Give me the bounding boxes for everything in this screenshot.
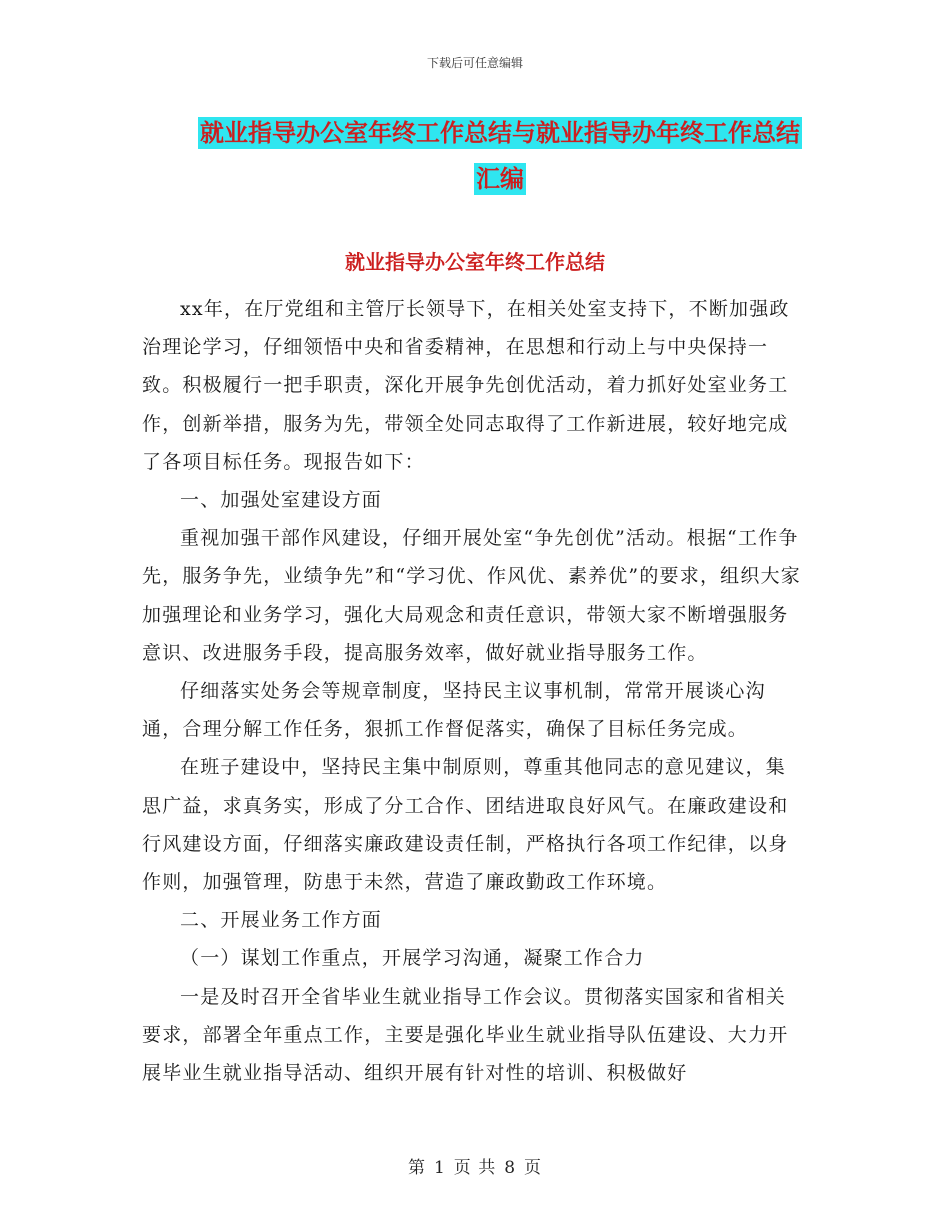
paragraph-meeting: 一是及时召开全省毕业生就业指导工作会议。贯彻落实国家和省相关要求，部署全年重点工作，主要是强化毕业生就业指导队伍建设、大力开展毕业生就业指导活动、组织开展有针对性的培训、积极做好 bbox=[142, 985, 789, 1085]
paragraph-intro: xx年，在厅党组和主管厅长领导下，在相关处室支持下，不断加强政治理论学习，仔细领悟中央和省委精神，在思想和行动上与中央保持一致。积极履行一把手职责，深化开展争先创优活动，着力抓好处室业务工作，创新举措，服务为先，带领全处同志取得了工作新进展，较好地完成了各项目标任务。现报告如下： bbox=[142, 298, 790, 473]
footer-prefix: 第 bbox=[407, 1158, 426, 1178]
paragraph-style-building: 重视加强干部作风建设，仔细开展处室“争先创优”活动。根据“工作争先，服务争先，业绩争先”和“学习优、作风优、素养优”的要求，组织大家加强理论和业务学习，强化大局观念和责任意识，带领大家不断增强服务意识、改进服务手段，提高服务效率，做好就业指导服务工作。 bbox=[142, 527, 801, 664]
header-note: 下载后可任意编辑 bbox=[426, 56, 523, 70]
heading-section-1: 一、加强处室建设方面 bbox=[180, 489, 383, 512]
paragraph-team-building: 在班子建设中，坚持民主集中制原则，尊重其他同志的意见建议，集思广益，求真务实，形成了分工合作、团结进取良好风气。在廉政建设和行风建设方面，仔细落实廉政建设责任制，严格执行各项工作纪律，以身作则，加强管理，防患于未然，营造了廉政勤政工作环境。 bbox=[142, 756, 789, 894]
paragraph-rules: 仔细落实处务会等规章制度，坚持民主议事机制，常常开展谈心沟通，合理分解工作任务，狠抓工作督促落实，确保了目标任务完成。 bbox=[142, 680, 766, 741]
page-footer bbox=[0, 1153, 950, 1178]
section-title: 就业指导办公室年终工作总结 bbox=[345, 250, 605, 274]
footer-total-pages: 8 bbox=[504, 1158, 517, 1178]
footer-suffix: 页 bbox=[524, 1158, 543, 1178]
document-title-text: 就业指导办公室年终工作总结与就业指导办年终工作总结汇编 bbox=[200, 119, 800, 193]
subheading-1: （一）谋划工作重点，开展学习沟通，凝聚工作合力 bbox=[180, 947, 645, 970]
footer-middle: 页 共 bbox=[453, 1158, 497, 1178]
document-title bbox=[190, 110, 810, 202]
heading-section-2: 二、开展业务工作方面 bbox=[180, 909, 383, 932]
body-text bbox=[142, 290, 804, 1092]
footer-page-number: 1 bbox=[433, 1158, 446, 1178]
